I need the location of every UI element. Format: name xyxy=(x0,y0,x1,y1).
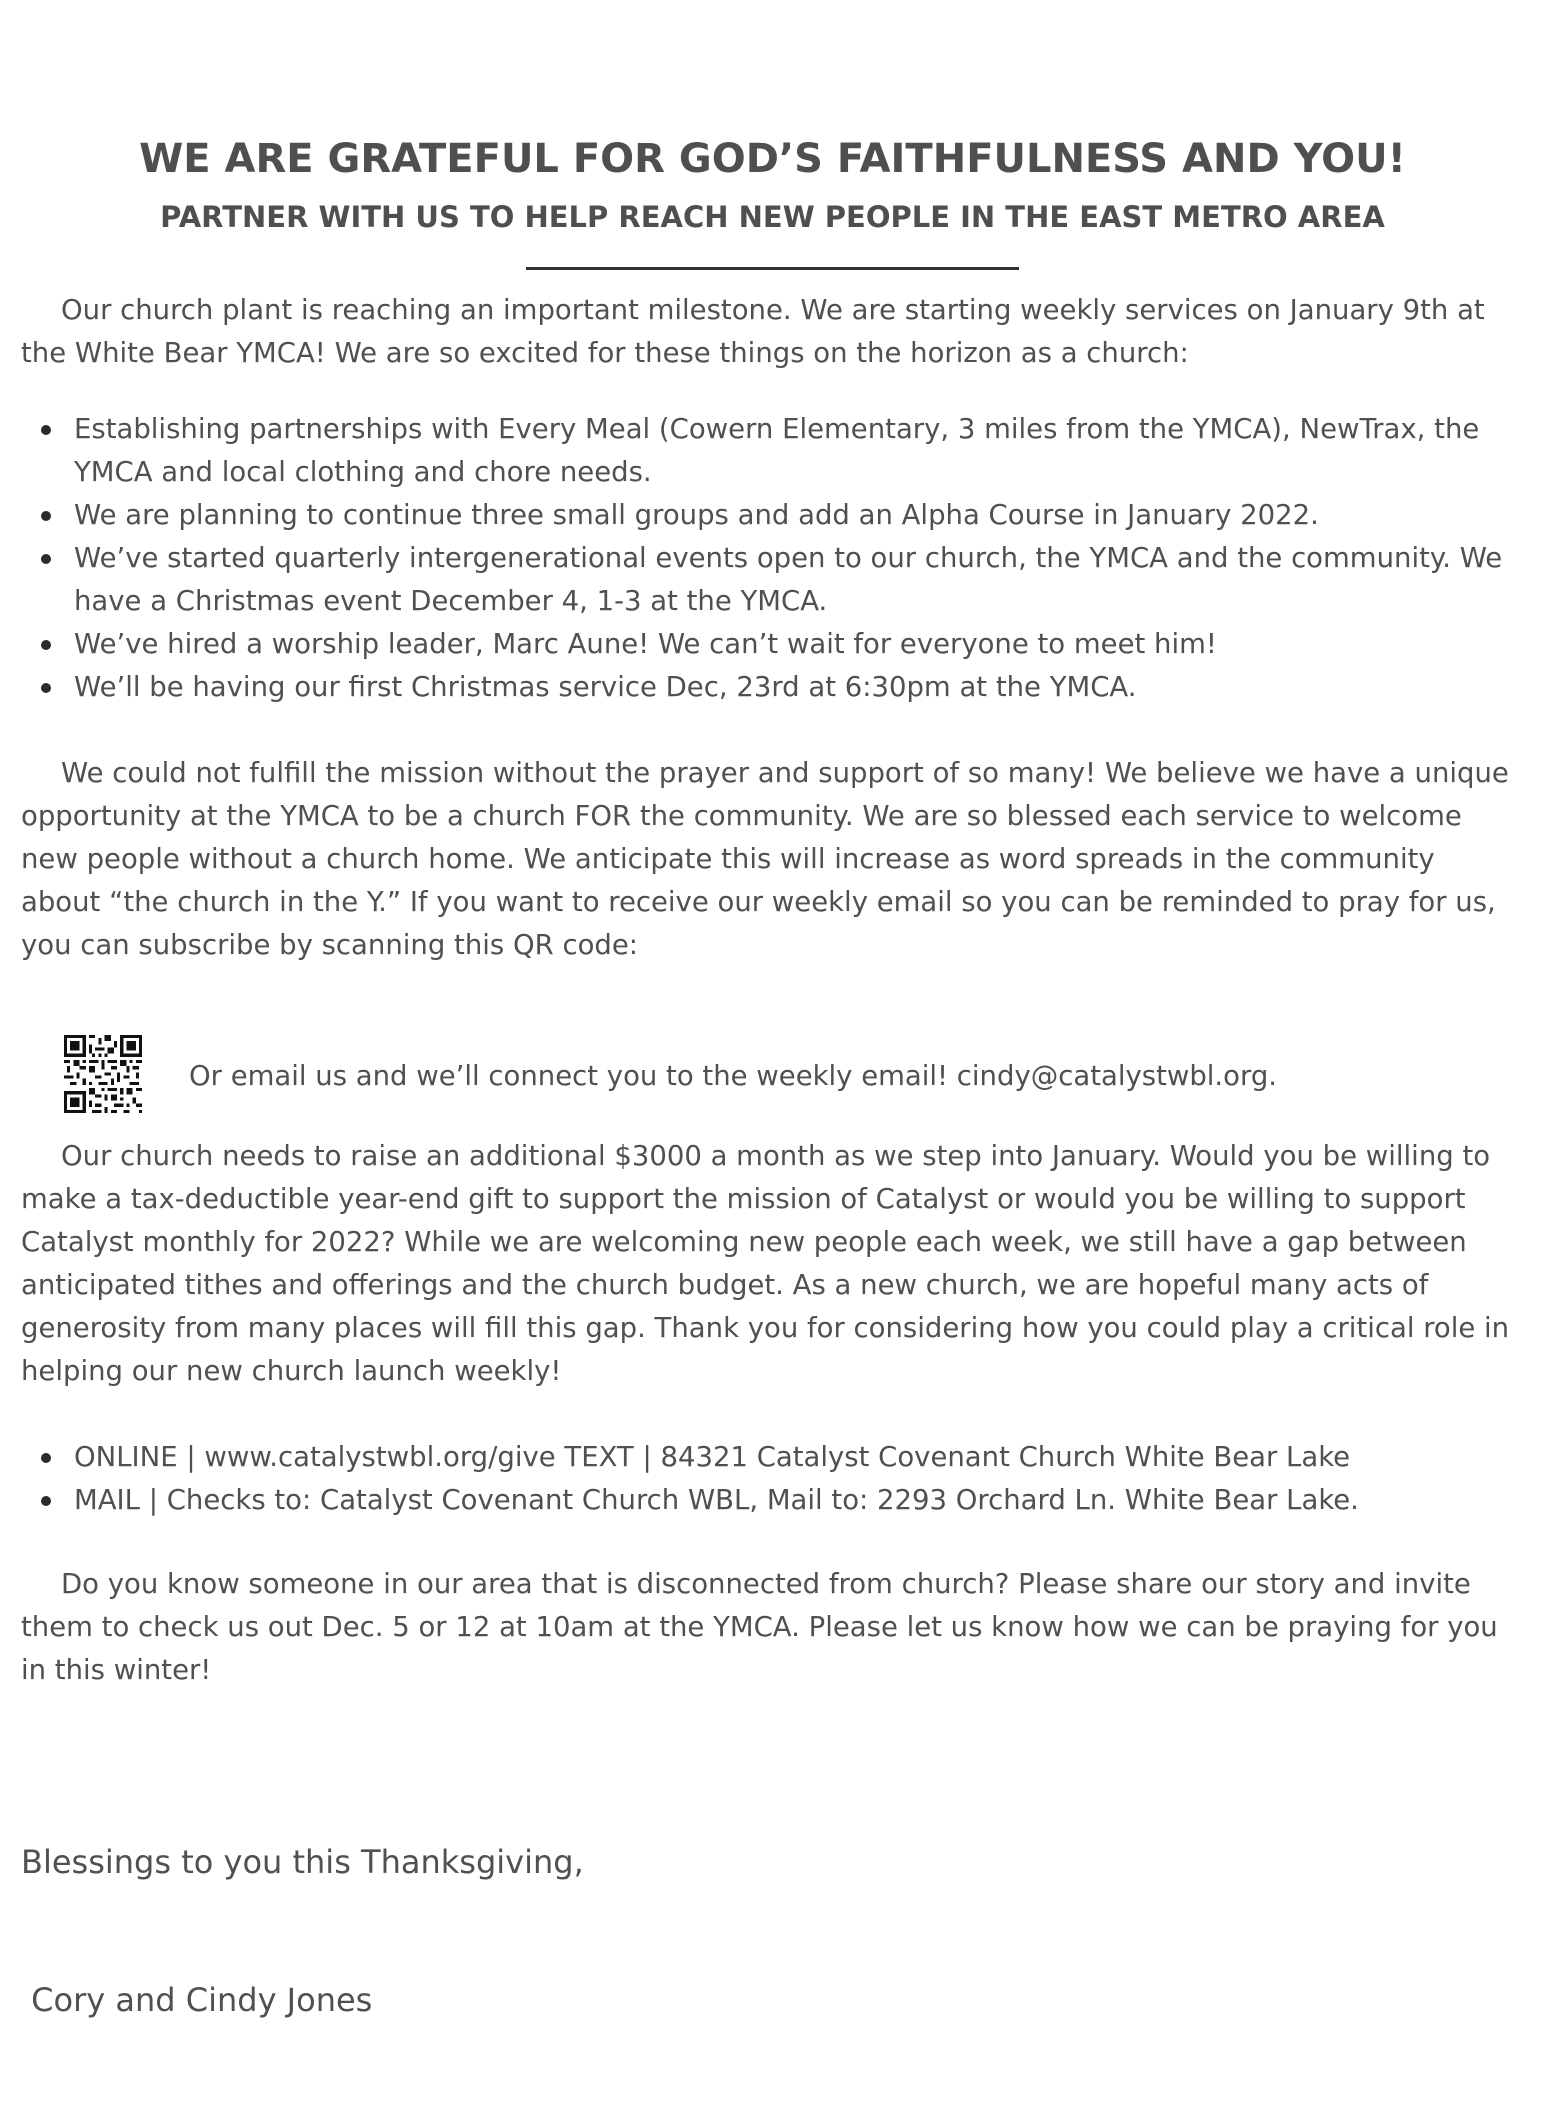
list-item: Establishing partnerships with Every Meal (Cowern Elementary, 3 miles from the YMCA), NewTrax, the YMCA and local clothing and chore needs. xyxy=(21,408,1521,494)
signoff xyxy=(21,1747,584,2115)
title-divider xyxy=(526,267,1019,270)
list-item: ONLINE | www.catalystwbl.org/give TEXT | 84321 Catalyst Covenant Church White Bear Lake xyxy=(21,1436,1521,1479)
qr-code-icon[interactable] xyxy=(64,1035,142,1113)
list-item: We’ll be having our first Christmas service Dec, 23rd at 6:30pm at the YMCA. xyxy=(21,666,1521,709)
signoff-greeting: Blessings to you this Thanksgiving, xyxy=(21,1843,584,1881)
list-item: We are planning to continue three small groups and add an Alpha Course in January 2022. xyxy=(21,494,1521,537)
page-subtitle: PARTNER WITH US TO HELP REACH NEW PEOPLE IN THE EAST METRO AREA xyxy=(160,200,1385,234)
milestones-list xyxy=(21,408,1521,709)
signoff-names: Cory and Cindy Jones xyxy=(21,1981,373,2019)
email-subscribe-text[interactable]: Or email us and we’ll connect you to the weekly email! cindy@catalystwbl.org. xyxy=(189,1060,1278,1092)
invite-paragraph: Do you know someone in our area that is disconnected from church? Please share our story and invite them to check us out Dec. 5 or 12 at 10am at the YMCA. Please let us know how we can be praying for you in this winter! xyxy=(21,1568,1498,1686)
funding-paragraph: Our church needs to raise an additional $3000 a month as we step into January. Would you be willing to make a tax-deductible year-end gift to support the mission of Catalyst or would you be willing to support Catalyst monthly for 2022? While we are welcoming new people each week, we still have a gap between anticipated tithes and offerings and the church budget. As a new church, we are hopeful many acts of generosity from many places will fill this gap. Thank you for considering how you could play a critical role in helping our new church launch weekly! xyxy=(21,1140,1510,1387)
mission-paragraph: We could not fulfill the mission without the prayer and support of so many! We believe we have a unique opportunity at the YMCA to be a church FOR the community. We are so blessed each service to welcome new people without a church home. We anticipate this will increase as word spreads in the community about “the church in the Y.” If you want to receive our weekly email so you can be reminded to pray for us, you can subscribe by scanning this QR code: xyxy=(21,757,1509,961)
list-item: MAIL | Checks to: Catalyst Covenant Church WBL, Mail to: 2293 Orchard Ln. White Bear Lake. xyxy=(21,1479,1521,1522)
intro-paragraph: Our church plant is reaching an important milestone. We are starting weekly services on January 9th at the White Bear YMCA! We are so excited for these things on the horizon as a church: xyxy=(21,294,1485,369)
list-item: We’ve hired a worship leader, Marc Aune! We can’t wait for everyone to meet him! xyxy=(21,623,1521,666)
page-title: WE ARE GRATEFUL FOR GOD’S FAITHFULNESS AND YOU! xyxy=(139,136,1406,182)
list-item: We’ve started quarterly intergenerational events open to our church, the YMCA and the community. We have a Christmas event December 4, 1-3 at the YMCA. xyxy=(21,537,1521,623)
giving-list xyxy=(21,1436,1521,1522)
